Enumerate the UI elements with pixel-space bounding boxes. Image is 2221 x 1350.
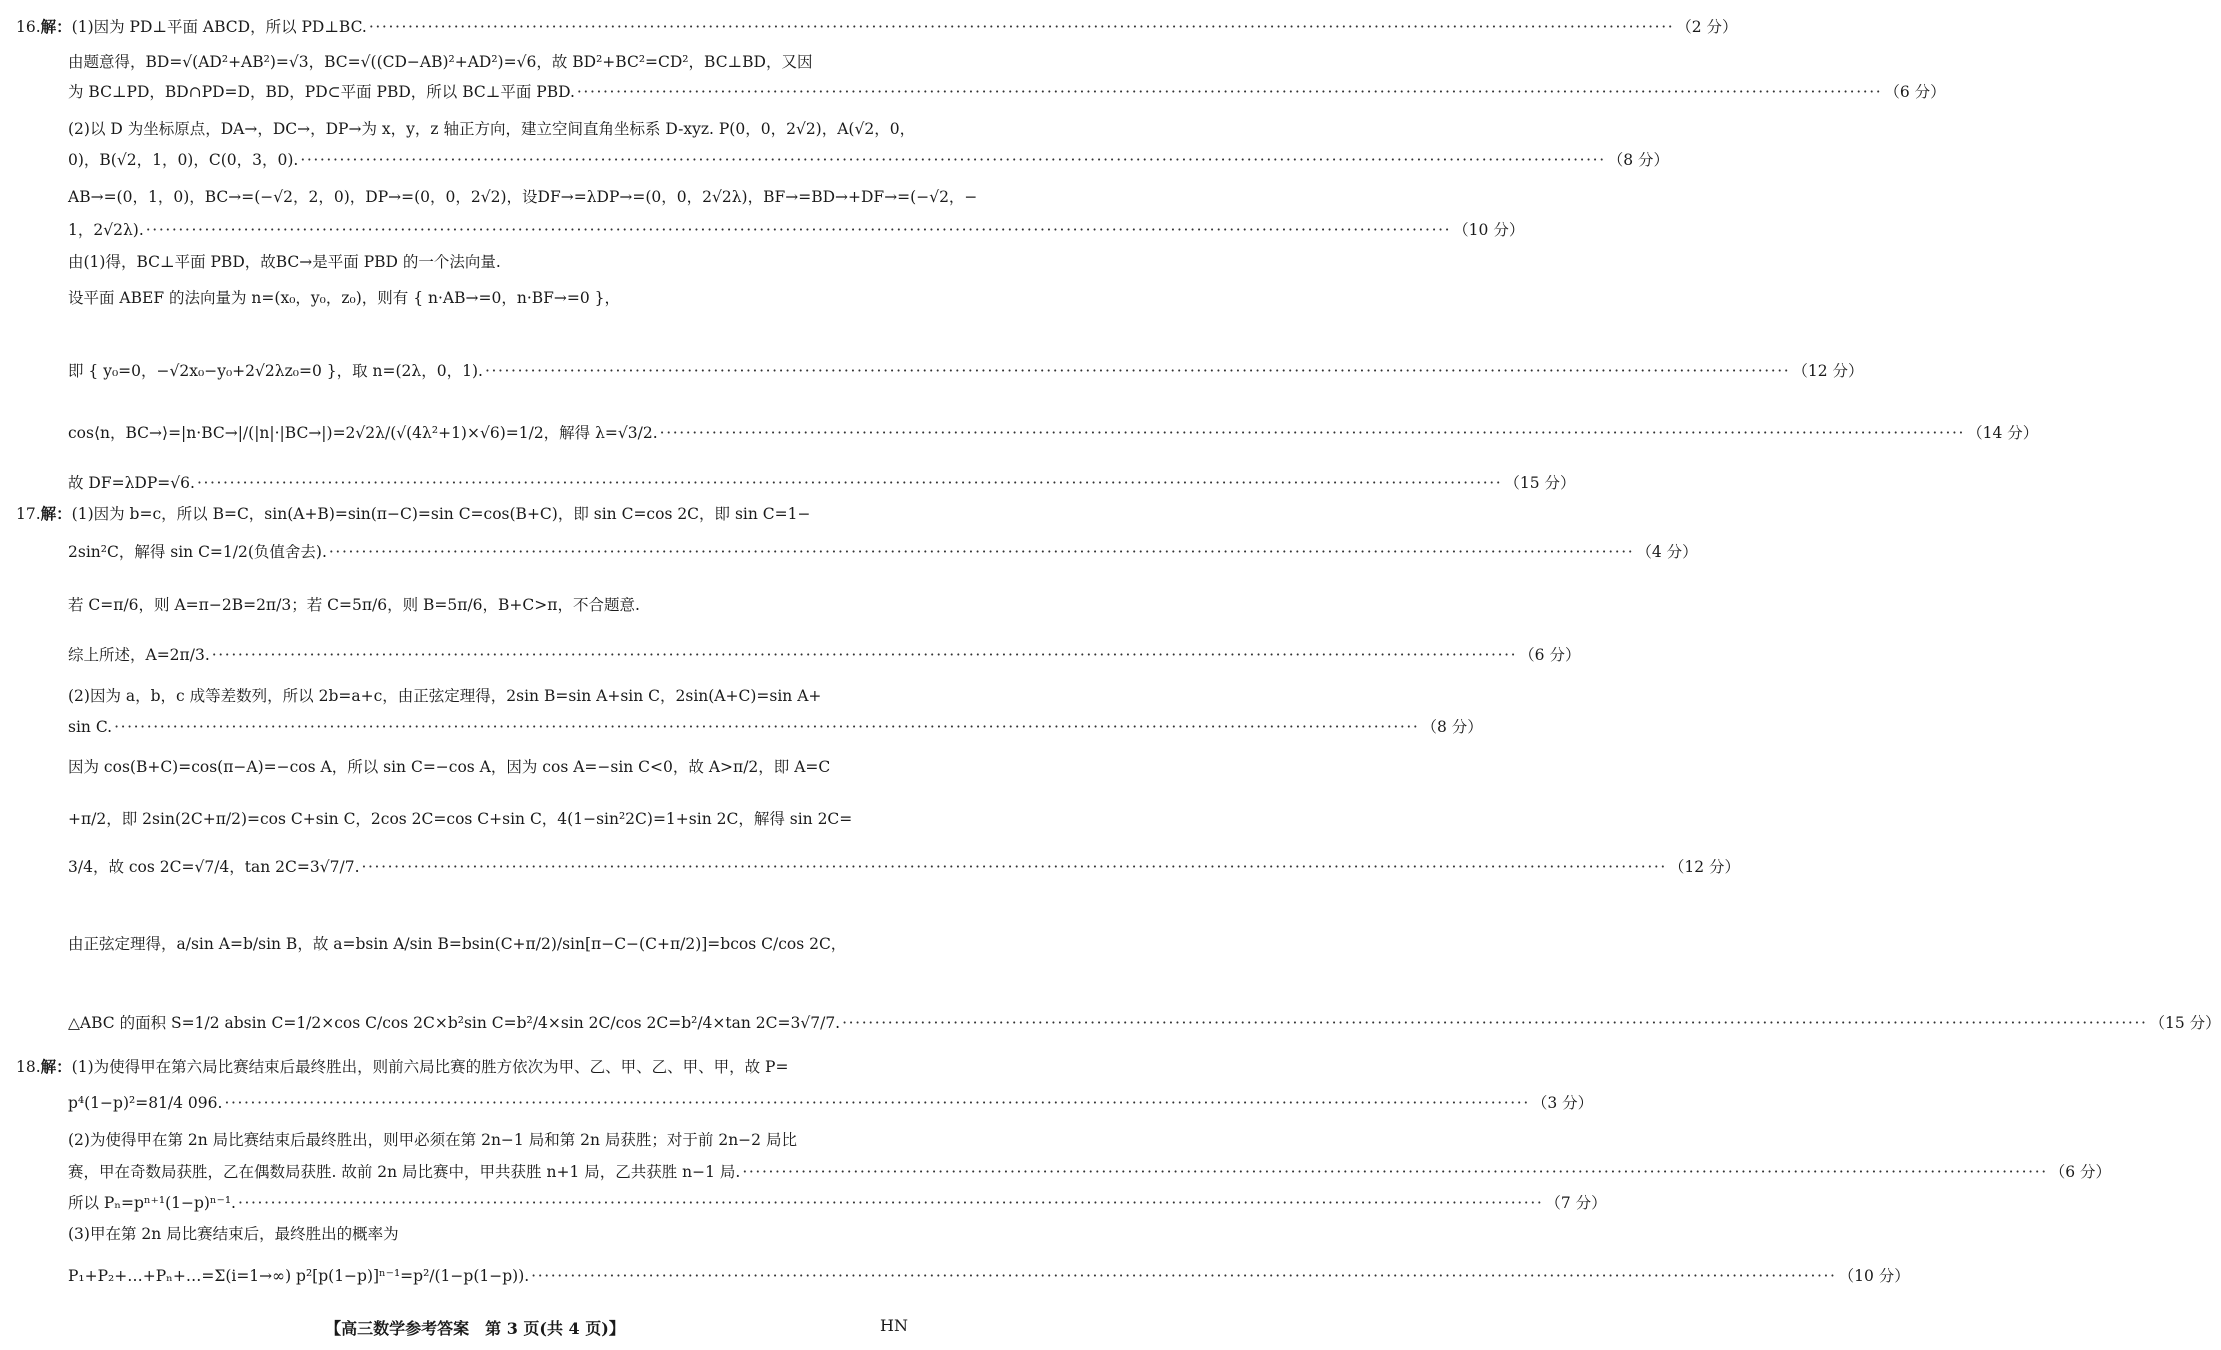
dot-leader: ········································································································································································································	[196, 474, 1503, 492]
answer-line	[68, 935, 908, 954]
line-body: 2sin²C，解得 sin C=1/2(负值舍去).	[68, 543, 327, 561]
line-text	[68, 1014, 840, 1033]
dot-leader: ········································································································································································································	[114, 718, 1420, 736]
answer-line	[16, 1057, 908, 1077]
answer-line	[68, 253, 908, 272]
line-body: p⁴(1−p)²=81/4 096.	[68, 1094, 223, 1112]
line-text	[68, 596, 640, 614]
line-text	[68, 1267, 529, 1286]
region-code: HN	[880, 1316, 908, 1335]
score-marker: （12 分）	[1668, 858, 1741, 876]
line-body: (1)为使得甲在第六局比赛结束后最终胜出，则前六局比赛的胜方依次为甲、乙、甲、乙、甲、甲，故 P=	[71, 1058, 789, 1076]
answer-line	[68, 151, 1670, 170]
score-marker: （3 分）	[1531, 1094, 1594, 1112]
answer-line	[68, 543, 1698, 562]
answer-line	[68, 646, 1581, 665]
answer-line	[68, 718, 1483, 737]
line-text	[68, 83, 575, 102]
dot-leader: ········································································································································································································	[842, 1014, 2148, 1032]
answer-line	[68, 1225, 908, 1244]
answer-line	[68, 1163, 2112, 1182]
line-body: 由题意得，BD=√(AD²+AB²)=√3，BC=√((CD−AB)²+AD²)=√6，故 BD²+BC²=CD²，BC⊥BD，又因	[68, 53, 813, 71]
dot-leader: ········································································································································································································	[659, 424, 1966, 442]
line-body: (1)因为 b=c，所以 B=C，sin(A+B)=sin(π−C)=sin C=cos(B+C)，即 sin C=cos 2C，即 sin C=1−	[71, 505, 811, 523]
answer-line	[68, 53, 908, 72]
line-body: (2)以 D 为坐标原点，DA→，DC→，DP→为 x，y，z 轴正方向，建立空间直角坐标系 D-xyz. P(0，0，2√2)，A(√2，0，	[68, 120, 916, 138]
answer-line	[16, 17, 1738, 37]
answer-line	[68, 221, 1525, 240]
line-body: 因为 cos(B+C)=cos(π−A)=−cos A，所以 sin C=−cos A，因为 cos A=−sin C<0，故 A>π/2，即 A=C	[68, 758, 831, 776]
line-text	[68, 718, 112, 737]
line-body: 赛，甲在奇数局获胜，乙在偶数局获胜. 故前 2n 局比赛中，甲共获胜 n+1 局，乙共获胜 n−1 局.	[68, 1163, 741, 1181]
answer-line	[68, 362, 1864, 381]
line-text	[68, 1194, 236, 1213]
answer-line	[68, 758, 908, 777]
line-body: 若 C=π/6，则 A=π−2B=2π/3；若 C=5π/6，则 B=5π/6，B+C>π，不合题意.	[68, 596, 640, 614]
line-body: 所以 Pₙ=pⁿ⁺¹(1−p)ⁿ⁻¹.	[68, 1194, 236, 1212]
answer-line	[68, 1267, 1910, 1286]
dot-leader: ········································································································································································································	[368, 18, 1675, 36]
line-body: △ABC 的面积 S=1/2 absin C=1/2×cos C/cos 2C×b²sin C=b²/4×sin 2C/cos 2C=b²/4×tan 2C=3√7/7.	[68, 1014, 841, 1032]
line-text	[68, 1094, 222, 1113]
line-body: +π/2，即 2sin(2C+π/2)=cos C+sin C，2cos 2C=cos C+sin C，4(1−sin²2C)=1+sin 2C，解得 sin 2C=	[68, 810, 853, 828]
line-text	[16, 17, 367, 37]
line-body: 0)，B(√2，1，0)，C(0，3，0).	[68, 151, 299, 169]
solution-label: 解：	[40, 1057, 72, 1076]
line-text	[68, 758, 830, 776]
answer-line	[68, 1014, 2221, 1033]
line-text	[68, 935, 846, 953]
score-marker: （15 分）	[2149, 1014, 2221, 1032]
line-text	[68, 289, 620, 307]
score-marker: （7 分）	[1545, 1194, 1607, 1212]
dot-leader: ········································································································································································································	[145, 221, 1452, 239]
dot-leader: ········································································································································································································	[531, 1267, 1837, 1285]
answer-line	[16, 504, 908, 524]
answer-line	[68, 83, 1946, 102]
dot-leader: ········································································································································································································	[328, 543, 1635, 561]
line-text	[16, 1058, 788, 1076]
answer-line	[68, 1094, 1594, 1113]
score-marker: （6 分）	[1884, 83, 1946, 101]
answer-line	[68, 474, 1576, 493]
line-body: 故 DF=λDP=√6.	[68, 474, 195, 492]
score-marker: （15 分）	[1504, 474, 1576, 492]
dot-leader: ········································································································································································································	[742, 1163, 2048, 1181]
line-body: (3)甲在第 2n 局比赛结束后，最终胜出的概率为	[68, 1225, 399, 1243]
line-text	[68, 1225, 399, 1243]
line-text	[68, 687, 821, 705]
line-body: (2)因为 a，b，c 成等差数列，所以 2b=a+c，由正弦定理得，2sin B=sin A+sin C，2sin(A+C)=sin A+	[68, 687, 822, 705]
solution-label: 解：	[40, 504, 72, 523]
line-text	[68, 543, 327, 562]
dot-leader: ········································································································································································································	[576, 83, 1883, 101]
line-text	[68, 424, 658, 443]
line-body: 3/4，故 cos 2C=√7/4，tan 2C=3√7/7.	[68, 858, 360, 876]
score-marker: （14 分）	[1967, 424, 2039, 442]
line-body: cos⟨n，BC→⟩=|n·BC→|/(|n|·|BC→|)=2√2λ/(√(4λ²+1)×√6)=1/2，解得 λ=√3/2.	[68, 424, 658, 442]
line-body: (2)为使得甲在第 2n 局比赛结束后最终胜出，则甲必须在第 2n−1 局和第 2n 局获胜；对于前 2n−2 局比	[68, 1131, 797, 1149]
answer-line	[68, 424, 2039, 443]
score-marker: （6 分）	[1519, 646, 1581, 664]
dot-leader: ········································································································································································································	[300, 151, 1606, 169]
answer-line	[68, 188, 978, 207]
dot-leader: ········································································································································································································	[224, 1094, 1530, 1112]
score-marker: （8 分）	[1607, 151, 1670, 169]
dot-leader: ········································································································································································································	[361, 858, 1667, 876]
line-text	[68, 810, 852, 828]
line-text	[68, 253, 501, 271]
score-marker: （10 分）	[1453, 221, 1525, 239]
line-text	[68, 188, 977, 206]
line-body: 为 BC⊥PD，BD∩PD=D，BD，PD⊂平面 PBD，所以 BC⊥平面 PBD.	[68, 83, 575, 101]
line-text	[68, 151, 298, 170]
dot-leader: ········································································································································································································	[237, 1194, 1544, 1212]
line-body: 设平面 ABEF 的法向量为 n=(x₀，y₀，z₀)，则有 { n·AB→=0，n·BF→=0 }，	[68, 289, 621, 307]
score-marker: （12 分）	[1792, 362, 1864, 380]
answer-line	[68, 858, 1741, 877]
answer-line	[68, 596, 908, 615]
answer-line	[68, 289, 908, 308]
line-body: 综上所述，A=2π/3.	[68, 646, 210, 664]
answer-line	[68, 1194, 1607, 1213]
line-text	[68, 1131, 797, 1149]
line-body: 1，2√2λ).	[68, 221, 144, 239]
line-body: 由正弦定理得，a/sin A=b/sin B，故 a=bsin A/sin B=bsin(C+π/2)/sin[π−C−(C+π/2)]=bcos C/cos 2C，	[68, 935, 847, 953]
solution-label: 解：	[40, 17, 72, 36]
dot-leader: ········································································································································································································	[484, 362, 1791, 380]
score-marker: （2 分）	[1676, 18, 1738, 36]
line-text	[68, 362, 483, 381]
line-text	[68, 474, 195, 493]
line-body: AB→=(0，1，0)，BC→=(−√2，2，0)，DP→=(0，0，2√2)，设DF→=λDP→=(0，0，2√2λ)，BF→=BD→+DF→=(−√2，−	[68, 188, 978, 206]
score-marker: （8 分）	[1421, 718, 1483, 736]
line-text	[68, 1163, 740, 1182]
answer-line	[68, 1131, 908, 1150]
line-body: 由(1)得，BC⊥平面 PBD，故BC→是平面 PBD 的一个法向量.	[68, 253, 501, 271]
line-text	[68, 858, 360, 877]
line-body: sin C.	[68, 718, 113, 736]
line-text	[16, 505, 811, 523]
line-text	[68, 120, 915, 138]
line-text	[68, 646, 210, 665]
line-body: (1)因为 PD⊥平面 ABCD，所以 PD⊥BC.	[71, 18, 367, 36]
answer-line	[68, 120, 916, 139]
answer-line	[68, 810, 908, 829]
question-number: 18.	[16, 1058, 41, 1076]
score-marker: （4 分）	[1636, 543, 1698, 561]
line-body: 即 { y₀=0，−√2x₀−y₀+2√2λz₀=0 }，取 n=(2λ，0，1).	[68, 362, 483, 380]
question-number: 17.	[16, 505, 41, 523]
dot-leader: ········································································································································································································	[211, 646, 1518, 664]
score-marker: （10 分）	[1838, 1267, 1910, 1285]
answer-line	[68, 687, 908, 706]
line-text	[68, 53, 812, 71]
question-number: 16.	[16, 18, 41, 36]
page-footer: 【高三数学参考答案 第 3 页(共 4 页)】	[325, 1319, 625, 1338]
line-text	[68, 221, 144, 240]
score-marker: （6 分）	[2049, 1163, 2112, 1181]
line-body: P₁+P₂+…+Pₙ+…=Σ(i=1→∞) p²[p(1−p)]ⁿ⁻¹=p²/(1−p(1−p)).	[68, 1267, 530, 1285]
